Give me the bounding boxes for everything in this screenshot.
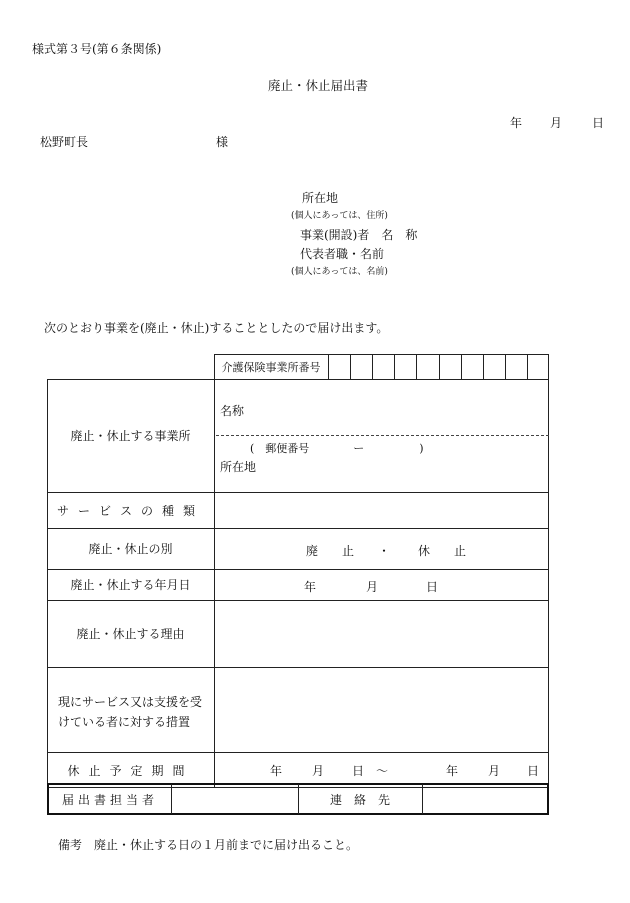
measures-label-line1: 現にサービス又は支援を受 xyxy=(58,695,203,709)
office-name-label: 名称 xyxy=(220,404,245,418)
reason-field[interactable] xyxy=(216,602,546,665)
location-label: 所在地 xyxy=(302,191,339,205)
footer-note: 備考 廃止・休止する日の１月前までに届け出ること。 xyxy=(58,838,359,852)
period-end-year: 年 xyxy=(446,764,459,778)
period-start-day: 日 ～ xyxy=(352,764,389,778)
person-in-charge-label: 届出書担当者 xyxy=(61,792,158,807)
abolish-date-year: 年 xyxy=(304,580,317,594)
office-number-digit-cell[interactable] xyxy=(527,354,549,380)
office-name-field[interactable] xyxy=(252,396,542,426)
measures-label-line2: けている者に対する措置 xyxy=(58,715,191,729)
office-address-field[interactable] xyxy=(262,455,542,485)
intro-text: 次のとおり事業を(廃止・休止)することとしたので届け出ます。 xyxy=(44,321,389,335)
date-month-field[interactable] xyxy=(562,110,588,128)
honorific: 様 xyxy=(216,135,229,149)
distinction-separator: ・ xyxy=(378,544,391,558)
reason-label: 廃止・休止する理由 xyxy=(76,627,185,641)
period-end-month: 月 xyxy=(488,764,501,778)
date-year-label: 年 xyxy=(510,116,523,130)
service-type-label: サービスの種類 xyxy=(56,503,204,518)
office-number-digit-cell[interactable] xyxy=(394,354,416,380)
office-number-digit-cell[interactable] xyxy=(483,354,505,380)
measures-field[interactable] xyxy=(216,669,546,750)
office-number-digit-cell[interactable] xyxy=(461,354,483,380)
location-note: (個人にあっては、住所) xyxy=(291,211,388,221)
office-number-digit-cell[interactable] xyxy=(505,354,527,380)
distinction-abolish[interactable]: 廃 止 xyxy=(306,544,355,558)
operator-label: 事業(開設)者 名 称 xyxy=(300,228,418,242)
period-start-month: 月 xyxy=(312,764,325,778)
date-month-label: 月 xyxy=(550,116,563,130)
service-type-field[interactable] xyxy=(216,494,546,526)
contact-label: 連 絡 先 xyxy=(329,792,390,807)
page-title: 廃止・休止届出書 xyxy=(268,78,369,93)
representative-label: 代表者職・名前 xyxy=(300,247,385,261)
office-number-digit-cell[interactable] xyxy=(372,354,394,380)
date-year-field[interactable] xyxy=(522,110,546,128)
office-number-digit-cell[interactable] xyxy=(328,354,350,380)
distinction-label: 廃止・休止の別 xyxy=(88,542,173,556)
person-in-charge-field[interactable] xyxy=(173,786,296,812)
abolish-date-month: 月 xyxy=(366,580,379,594)
distinction-suspend[interactable]: 休 止 xyxy=(418,544,467,558)
office-number-digit-cell[interactable] xyxy=(416,354,438,380)
period-start-year: 年 xyxy=(270,764,283,778)
form-number: 様式第３号(第６条関係) xyxy=(32,42,162,56)
abolish-date-year-field[interactable] xyxy=(240,573,296,595)
abolish-date-day: 日 xyxy=(426,580,439,594)
office-address-label: 所在地 xyxy=(220,460,257,474)
addressee: 松野町長 xyxy=(40,135,89,149)
period-end-day: 日 xyxy=(527,764,540,778)
postal-code-label: ( 郵便番号 ー ) xyxy=(250,442,424,455)
contact-field[interactable] xyxy=(424,786,546,812)
date-label: 廃止・休止する年月日 xyxy=(70,578,191,592)
office-number-digit-cell[interactable] xyxy=(439,354,461,380)
office-number-digit-cell[interactable] xyxy=(350,354,372,380)
date-day-label: 日 xyxy=(592,116,605,130)
office-number-label: 介護保険事業所番号 xyxy=(221,361,321,374)
period-label: 休止予定期間 xyxy=(67,763,194,778)
representative-note: (個人にあっては、名前) xyxy=(291,267,388,277)
office-label: 廃止・休止する事業所 xyxy=(70,429,191,443)
